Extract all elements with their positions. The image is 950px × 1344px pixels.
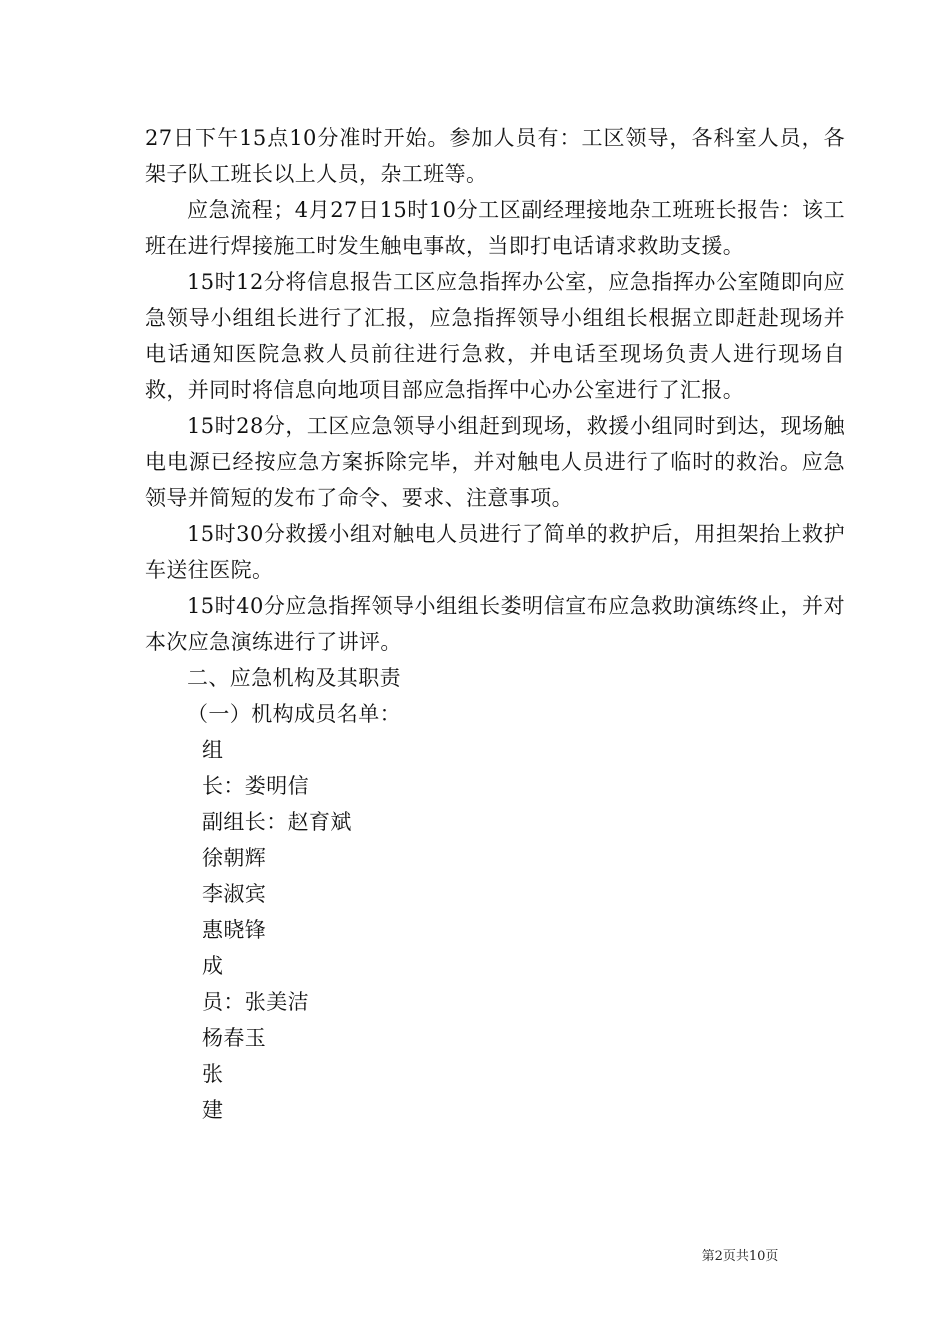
page-number: 第2页共10页 [701, 1249, 779, 1264]
subsection-heading: （一）机构成员名单： [187, 702, 401, 726]
paragraph-2: 应急流程；4月27日15时10分工区副经理接地杂工班班长报告：该工班在进行焊接施工时发生触电事故，当即打电话请求救助支援。 [145, 198, 845, 258]
member-line: 长：娄明信 [202, 774, 309, 798]
section-heading: 二、应急机构及其职责 [187, 666, 401, 690]
paragraph-4: 15时28分，工区应急领导小组赶到现场，救援小组同时到达，现场触电电源已经按应急方案拆除完毕，并对触电人员进行了临时的救治。应急领导并简短的发布了命令、要求、注意事项。 [145, 414, 845, 510]
member-line: 张 [202, 1062, 224, 1086]
paragraph-6: 15时40分应急指挥领导小组组长娄明信宣布应急救助演练终止，并对本次应急演练进行了讲评。 [145, 594, 845, 654]
member-line: 成 [202, 954, 224, 978]
document-body [145, 120, 845, 1128]
member-line: 建 [202, 1098, 224, 1122]
member-line: 徐朝辉 [202, 846, 267, 870]
member-line: 员：张美洁 [202, 990, 309, 1014]
member-line: 惠晓锋 [202, 918, 267, 942]
paragraph-3: 15时12分将信息报告工区应急指挥办公室，应急指挥办公室随即向应急领导小组组长进行了汇报，应急指挥领导小组组长根据立即赶赴现场并电话通知医院急救人员前往进行急救，并电话至现场负责人进行现场自救，并同时将信息向地项目部应急指挥中心办公室进行了汇报。 [145, 270, 845, 402]
member-line: 副组长：赵育斌 [202, 810, 352, 834]
paragraph-1: 27日下午15点10分准时开始。参加人员有：工区领导，各科室人员，各架子队工班长以上人员，杂工班等。 [145, 126, 845, 186]
paragraph-5: 15时30分救援小组对触电人员进行了简单的救护后，用担架抬上救护车送往医院。 [145, 522, 845, 582]
member-line: 李淑宾 [202, 882, 267, 906]
member-line: 组 [202, 738, 224, 762]
member-line: 杨春玉 [202, 1026, 267, 1050]
